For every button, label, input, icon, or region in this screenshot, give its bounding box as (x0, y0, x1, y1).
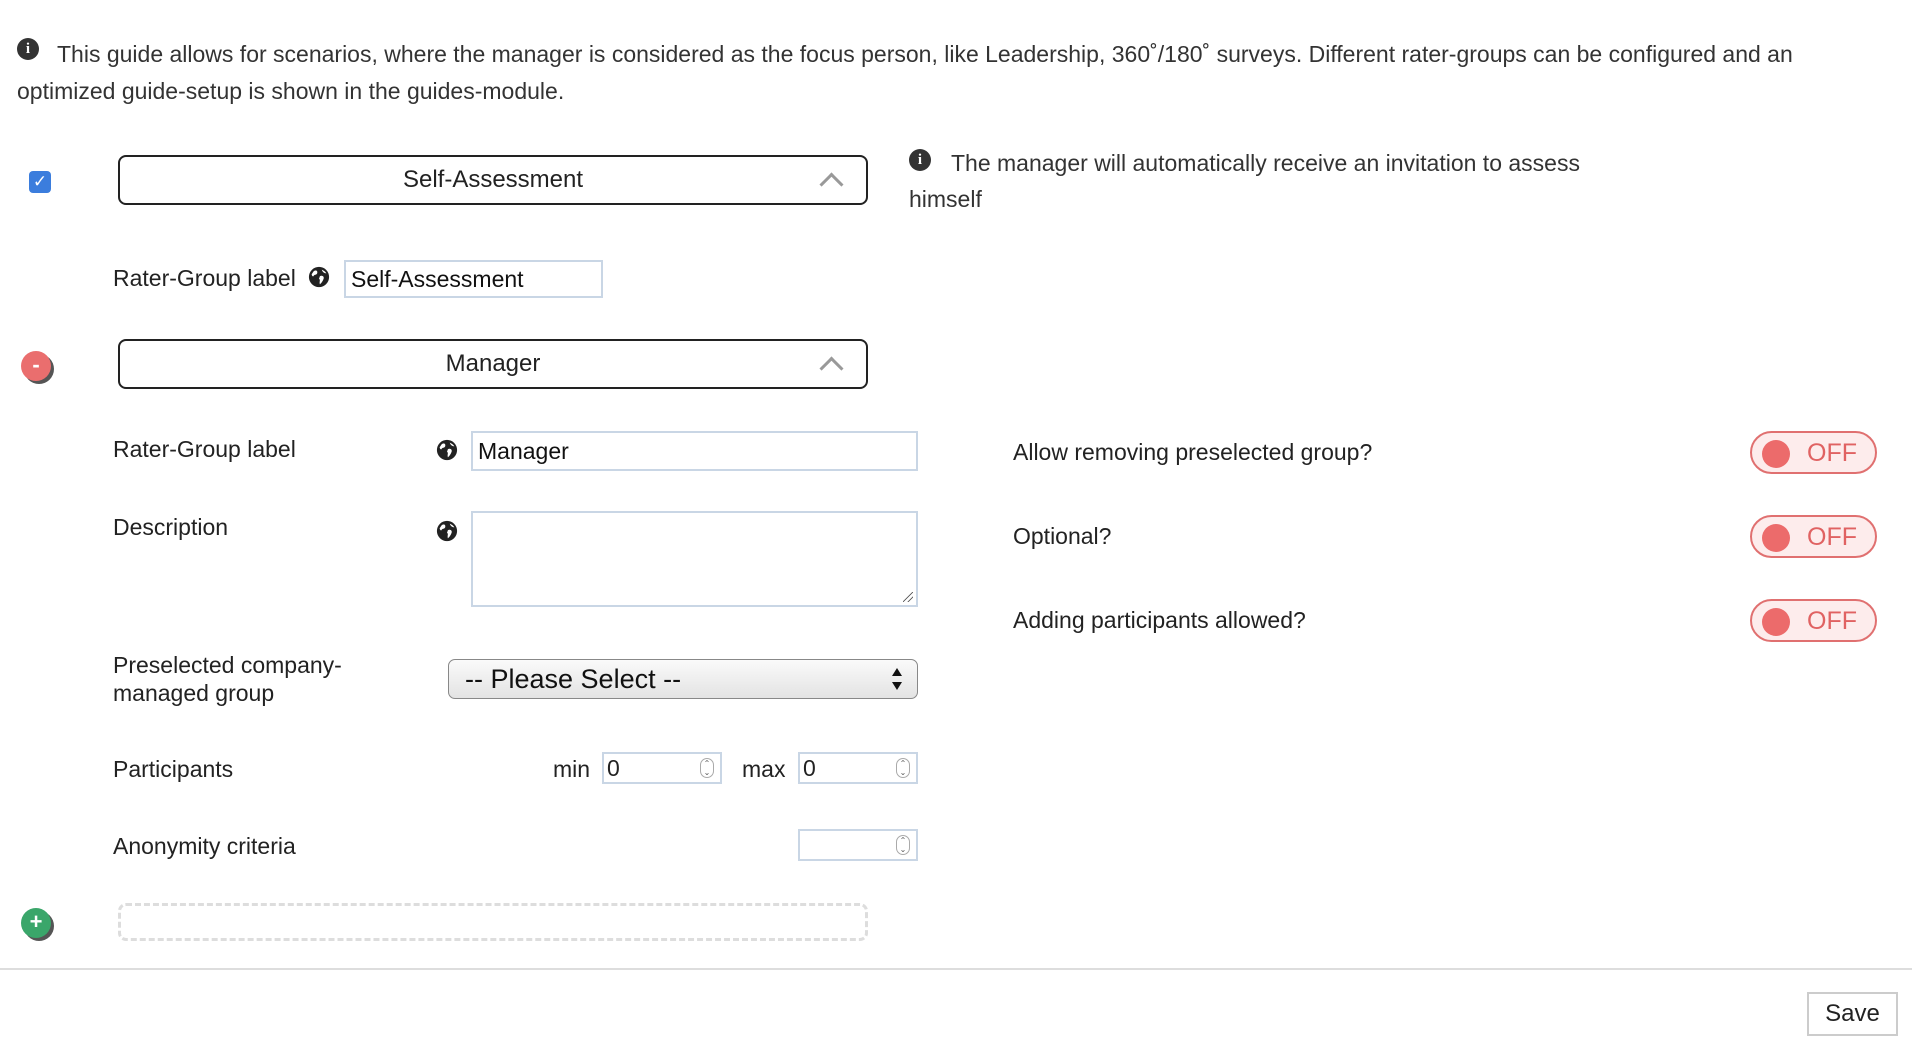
anonymity-criteria-label: Anonymity criteria (113, 833, 296, 859)
rater-group-label-input[interactable] (471, 431, 918, 471)
participants-max-input[interactable]: 0 ⌃ ⌄ (798, 752, 918, 784)
footer-divider (0, 968, 1912, 970)
info-icon: i (909, 149, 931, 171)
globe-icon[interactable] (436, 520, 458, 542)
participants-min-input[interactable]: 0 ⌃ ⌄ (602, 752, 722, 784)
toggle-state: OFF (1807, 439, 1857, 467)
self-assessment-checkbox[interactable]: ✓ (29, 171, 51, 193)
adding-participants-label: Adding participants allowed? (1013, 607, 1306, 633)
self-assessment-label-input[interactable] (344, 260, 603, 298)
participants-label: Participants (113, 756, 234, 782)
spinner-icon[interactable]: ⌃ ⌄ (896, 835, 910, 855)
toggle-state: OFF (1807, 523, 1857, 551)
max-label: max (742, 756, 786, 782)
anonymity-criteria-input[interactable] (798, 829, 918, 861)
resize-handle-icon[interactable] (903, 592, 913, 602)
manager-header[interactable]: Manager (118, 339, 868, 389)
preselected-group-label: Preselected company- managed group (113, 652, 342, 706)
self-assessment-note: The manager will automatically receive an invitation to assess himself (909, 150, 1580, 212)
toggle-state: OFF (1807, 607, 1857, 635)
allow-removing-label: Allow removing preselected group? (1013, 439, 1373, 465)
self-assessment-header[interactable]: Self-Assessment (118, 155, 868, 205)
select-arrows-icon (891, 666, 903, 692)
spinner-icon[interactable]: ⌃ ⌄ (700, 758, 714, 778)
save-button[interactable]: Save (1807, 992, 1898, 1036)
description-textarea[interactable] (471, 511, 918, 607)
min-label: min (553, 756, 591, 782)
description-label: Description (113, 514, 229, 540)
chevron-up-icon (819, 172, 843, 196)
allow-removing-toggle[interactable] (1750, 431, 1877, 474)
optional-label: Optional? (1013, 523, 1112, 549)
spinner-icon[interactable]: ⌃ ⌄ (896, 758, 910, 778)
chevron-up-icon (819, 356, 843, 380)
remove-group-button[interactable]: - (21, 351, 51, 381)
globe-icon[interactable] (308, 266, 330, 288)
add-group-button[interactable]: + (21, 908, 51, 938)
optional-toggle[interactable] (1750, 515, 1877, 558)
adding-participants-toggle[interactable] (1750, 599, 1877, 642)
info-icon: i (17, 38, 39, 60)
toggle-knob (1762, 524, 1790, 552)
rater-group-label-title: Rater-Group label (113, 436, 296, 462)
self-assessment-label-title: Rater-Group label (113, 265, 296, 291)
new-group-placeholder[interactable] (118, 903, 868, 941)
toggle-knob (1762, 440, 1790, 468)
toggle-knob (1762, 608, 1790, 636)
intro-text: This guide allows for scenarios, where the manager is considered as the focus person, like Leadership, 360˚/180˚ surveys. Different rater-groups can be configured and an optimized guide-setup is shown in the guides-module. (17, 41, 1793, 104)
preselected-group-select[interactable]: -- Please Select -- (448, 659, 918, 699)
globe-icon[interactable] (436, 439, 458, 461)
